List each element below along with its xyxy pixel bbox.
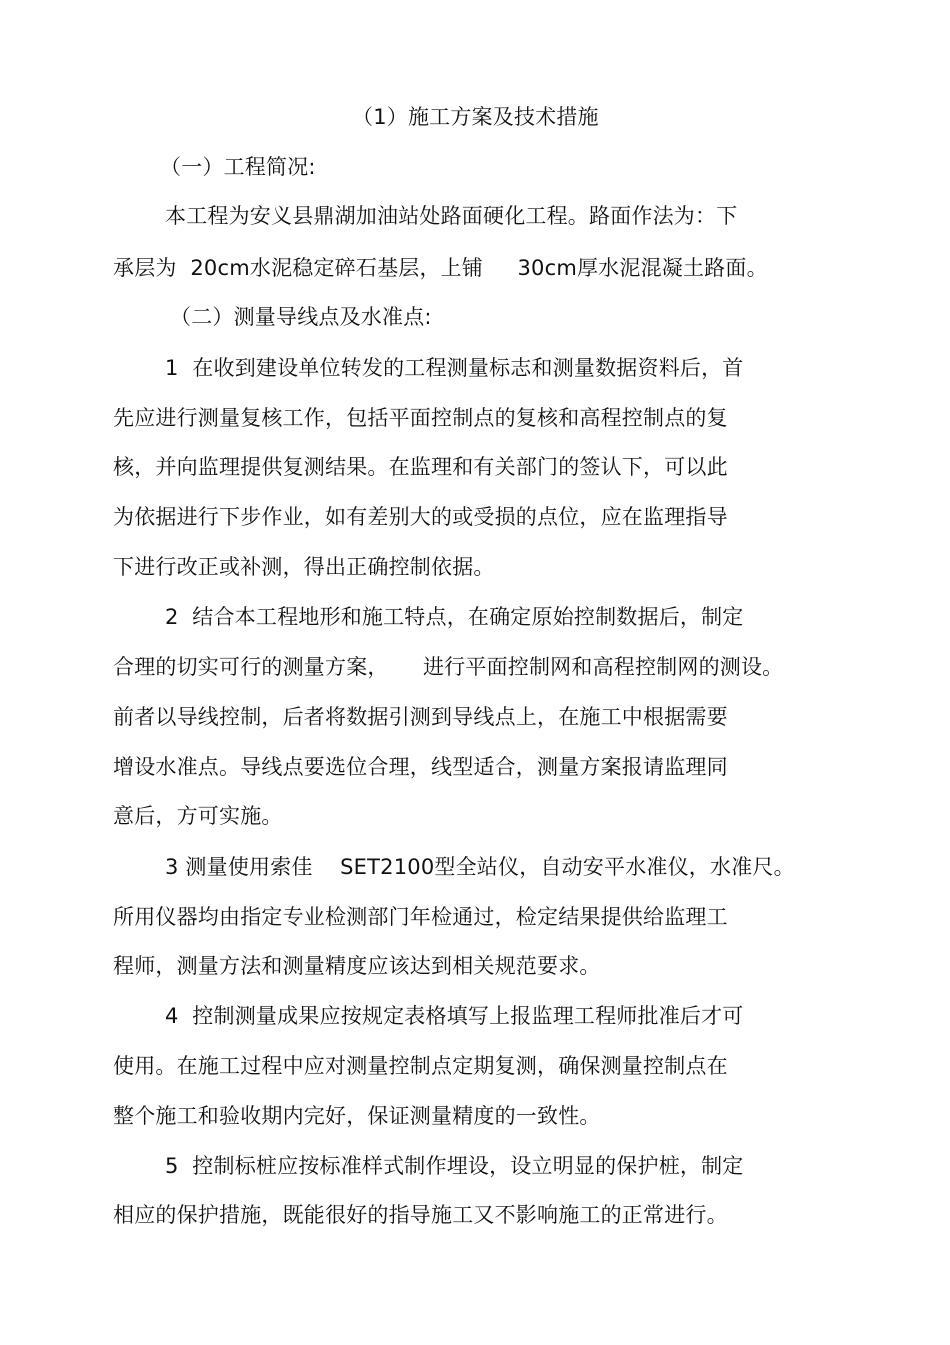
paragraph-line: 先应进行测量复核工作，包括平面控制点的复核和高程控制点的复	[113, 406, 728, 430]
paragraph-line: 程师，测量方法和测量精度应该达到相关规范要求。	[113, 954, 601, 978]
paragraph-line: 合理的切实可行的测量方案， 进行平面控制网和高程控制网的测设。	[113, 655, 784, 679]
paragraph-line: 下进行改正或补测，得出正确控制依据。	[113, 555, 495, 579]
paragraph-line: 前者以导线控制，后者将数据引测到导线点上，在施工中根据需要	[113, 705, 728, 729]
paragraph-line: 增设水准点。导线点要选位合理，线型适合，测量方案报请监理同	[113, 755, 728, 779]
paragraph-line: 为依据进行下步作业，如有差别大的或受损的点位，应在监理指导	[113, 505, 728, 529]
paragraph-line: 整个施工和验收期内完好，保证测量精度的一致性。	[113, 1104, 601, 1128]
paragraph-line: 核，并向监理提供复测结果。在监理和有关部门的签认下，可以此	[113, 455, 728, 479]
paragraph-line: 所用仪器均由指定专业检测部门年检通过，检定结果提供给监理工	[113, 905, 728, 929]
paragraph-line: 2 结合本工程地形和施工特点，在确定原始控制数据后，制定	[165, 605, 744, 629]
paragraph-line: 使用。在施工过程中应对测量控制点定期复测，确保测量控制点在	[113, 1054, 728, 1078]
paragraph-line: 承层为 20cm水泥稳定碎石基层，上铺 30cm厚水泥混凝土路面。	[113, 256, 768, 280]
paragraph-line: 5 控制标桩应按标准样式制作埋设，设立明显的保护桩，制定	[165, 1154, 744, 1178]
paragraph-line: 1 在收到建设单位转发的工程测量标志和测量数据资料后，首	[165, 356, 744, 380]
paragraph-line: 4 控制测量成果应按规定表格填写上报监理工程师批准后才可	[165, 1004, 744, 1028]
paragraph-line: 本工程为安义县鼎湖加油站处路面硬化工程。路面作法为：下	[165, 204, 738, 228]
section-heading-overview: （一）工程简况:	[160, 155, 316, 179]
section-heading-survey: （二）测量导线点及水准点:	[170, 305, 432, 329]
paragraph-line: 意后，方可实施。	[113, 804, 283, 828]
document-title: （1）施工方案及技术措施	[352, 105, 599, 129]
paragraph-line: 3 测量使用索佳 SET2100型全站仪，自动安平水准仪，水准尺。	[165, 855, 795, 879]
paragraph-line: 相应的保护措施，既能很好的指导施工又不影响施工的正常进行。	[113, 1203, 728, 1227]
